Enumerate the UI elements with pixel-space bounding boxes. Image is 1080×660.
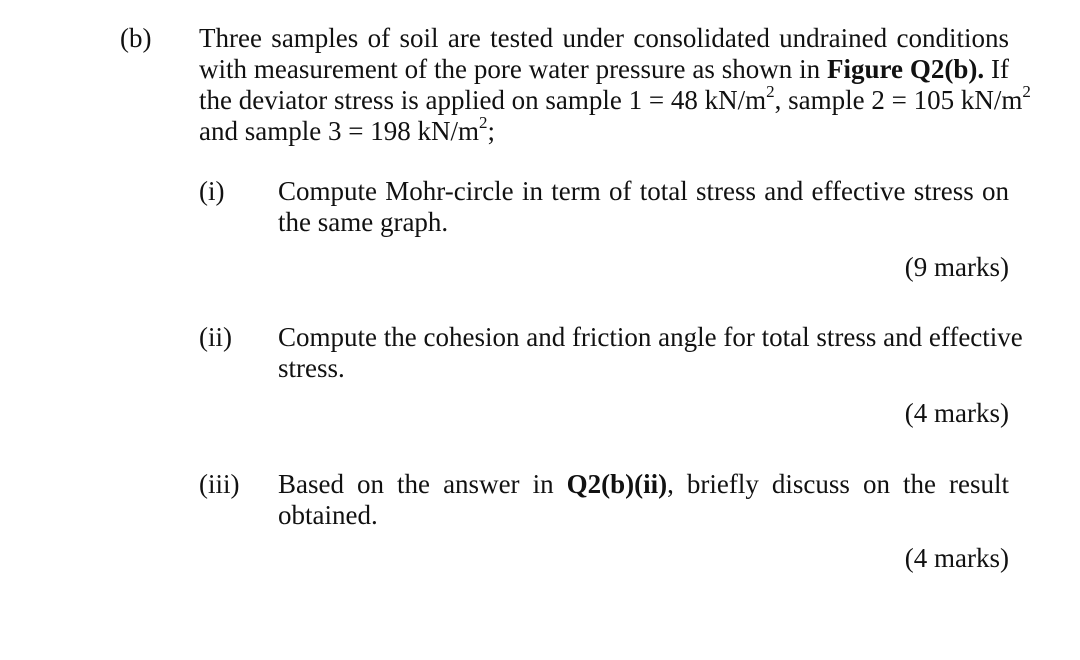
part-i-label: (i): [199, 176, 225, 206]
part-ii-label: (ii): [199, 322, 232, 352]
part-iii-label: (iii): [199, 469, 240, 499]
question-label: (b): [120, 23, 152, 53]
sample-2-text: , sample 2 = 105 kN/m: [774, 85, 1023, 115]
part-i-line-1: Compute Mohr-circle in term of total stress and effective stress on: [278, 176, 1009, 206]
sample-1-exponent: 2: [766, 82, 775, 101]
figure-reference: Figure Q2(b).: [827, 54, 985, 84]
question-line-3: [199, 82, 1031, 116]
sample-3-exponent: 2: [478, 113, 488, 132]
question-line-2-text: with measurement of the pore water pressure as shown in: [199, 54, 828, 84]
question-line-4: [199, 115, 1009, 147]
sample-1-text: the deviator stress is applied on sample 1 = 48 kN/m: [199, 85, 767, 115]
part-ii-line-1: Compute the cohesion and friction angle for total stress and effective: [278, 322, 1023, 352]
question-line-4-end: ;: [487, 116, 495, 146]
part-iii-line-1-tail: , briefly discuss on the result: [667, 469, 1010, 499]
part-iii-marks: (4 marks): [904, 543, 1009, 573]
question-line-1: Three samples of soil are tested under consolidated undrained conditions: [199, 23, 1009, 53]
part-ii-marks: (4 marks): [904, 398, 1009, 428]
sample-2-exponent: 2: [1022, 82, 1031, 101]
part-i-marks: (9 marks): [904, 252, 1009, 282]
part-iii-line-1: [278, 468, 1009, 500]
answer-reference: Q2(b)(ii): [566, 469, 668, 499]
part-iii-line-1-text: Based on the answer in: [278, 469, 567, 499]
part-i-line-2: the same graph.: [278, 207, 449, 237]
part-ii-line-2: stress.: [278, 353, 345, 383]
question-line-2: [199, 53, 1009, 85]
part-iii-line-2: obtained.: [278, 500, 378, 530]
sample-3-text: and sample 3 = 198 kN/m: [199, 116, 479, 146]
question-line-2-tail: If: [984, 54, 1009, 84]
